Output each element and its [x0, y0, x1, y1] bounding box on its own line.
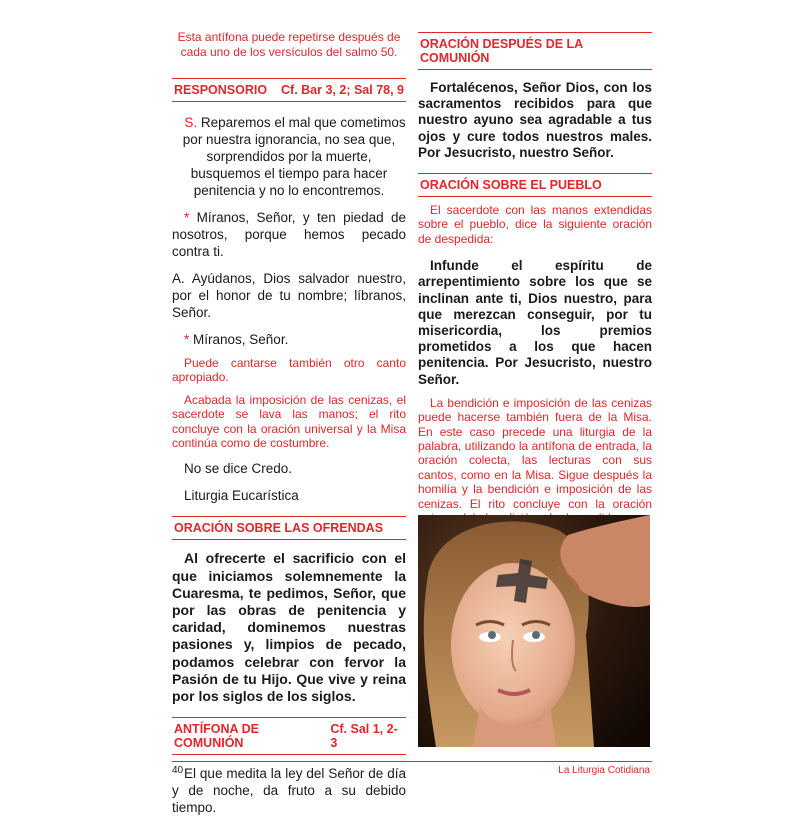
- responsorio-star2: [172, 331, 406, 348]
- pueblo-title: ORACIÓN SOBRE EL PUEBLO: [420, 178, 602, 193]
- note-imposicion: Acabada la imposición de las cenizas, el sacerdote se lava las manos; el rito concluye con la oración universal y la Misa continúa como de costumbre.: [172, 392, 406, 451]
- ash-wednesday-photo: [418, 515, 650, 747]
- pueblo-heading: [418, 173, 652, 197]
- s-text: Reparemos el mal que cometimos por nuestra ignorancia, no sea que, sorprendidos por la muerte, busquemos el tiempo para hacer penitencia y no lo encontremos.: [182, 115, 406, 198]
- despues-heading: [418, 32, 652, 70]
- responsorio-heading: [172, 78, 406, 102]
- comunion-title: ANTÍFONA DE COMUNIÓN: [174, 722, 259, 751]
- responsorio-s: [172, 114, 406, 199]
- right-column: [418, 30, 652, 526]
- star1-text: Míranos, Señor, y ten piedad de nosotros, porque hemos pecado contra ti.: [172, 210, 406, 259]
- left-column: [172, 30, 406, 816]
- despues-prayer: Fortalécenos, Señor Dios, con los sacramentos recibidos para que nuestro ayuno sea agradable a tus ojos y cure todos nuestros males. Por Jesucristo, nuestro Señor.: [418, 80, 652, 160]
- comunion-heading: [172, 717, 406, 755]
- responsorio-reference: Cf. Bar 3, 2; Sal 78, 9: [281, 83, 404, 97]
- comunion-reference: Cf. Sal 1, 2-3: [330, 722, 398, 751]
- responsorio-star1: [172, 209, 406, 260]
- star2-text: Míranos, Señor.: [189, 332, 289, 347]
- ofrendas-prayer: Al ofrecerte el sacrificio con el que iniciamos solemnemente la Cuaresma, te pedimos, Señor, que por las obras de penitencia y caridad, dominemos nuestras pasiones y, limpios de pecado, podamos celebrar con fervor la Pasión de tu Hijo. Que vive y reina por los siglos de los siglos.: [172, 550, 406, 705]
- ofrendas-heading: [172, 516, 406, 540]
- page-number: 40: [172, 765, 184, 776]
- credo-line: No se dice Credo.: [184, 461, 293, 477]
- footer-rule: [172, 761, 652, 762]
- comunion-text: El que medita la ley del Señor de día y de noche, da fruto a su debido tiempo.: [172, 766, 406, 816]
- ofrendas-title: ORACIÓN SOBRE LAS OFRENDAS: [174, 521, 384, 536]
- liturgia-line: Liturgia Eucarística: [184, 488, 299, 504]
- bendicion-note: La bendición e imposición de las cenizas puede hacerse también fuera de la Misa. En este caso precede una liturgia de la palabra, utilizando la antífona de entrada, la oración colecta, las lecturas con sus cantos, como en la Misa. Sigue después la homilía y la bendición e imposición de las cenizas. El rito concluye con la oración: [418, 395, 652, 511]
- responsorio-title: RESPONSORIO: [174, 83, 268, 97]
- intro-note: Esta antífona puede repetirse después de cada uno de los versículos del salmo 50.: [177, 30, 401, 59]
- despues-title: ORACIÓN DESPUÉS DE LA COMUNIÓN: [420, 37, 583, 65]
- pueblo-note: El sacerdote con las manos extendidas sobre el pueblo, dice la siguiente oración de despedida:: [418, 203, 652, 246]
- asterisk-marker: *: [184, 210, 190, 225]
- responsorio-a: A. Ayúdanos, Dios salvador nuestro, por el honor de tu nombre; líbranos, Señor.: [172, 271, 406, 320]
- asterisk-marker: *: [184, 332, 190, 347]
- s-marker: S.: [184, 115, 198, 130]
- publication-title: La Liturgia Cotidiana: [558, 765, 650, 776]
- pueblo-prayer: Infunde el espíritu de arrepentimiento sobre los que se inclinan ante ti, Dios nuestro, para que merezcan conseguir, por tu misericordia, los premios prometidos a los que hacen penitencia. Por Jesucristo, nuestro Señor.: [418, 258, 652, 387]
- note-canto: Puede cantarse también otro canto apropiado.: [172, 356, 406, 385]
